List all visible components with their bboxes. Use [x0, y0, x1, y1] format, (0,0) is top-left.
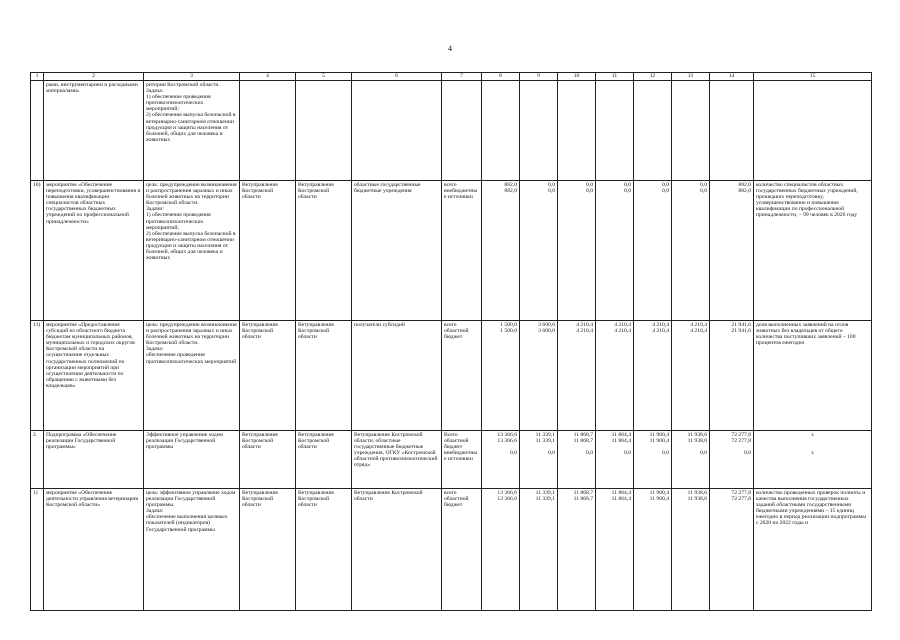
participants	[352, 321, 442, 431]
participants	[352, 181, 442, 321]
participants	[352, 431, 442, 489]
funding-source-line: внебюджетные источники	[444, 188, 478, 201]
amount-value: 0,0	[624, 182, 631, 188]
column-header: 3	[144, 73, 240, 81]
executor	[296, 81, 352, 181]
goal-tasks	[144, 431, 240, 489]
amount-cell	[710, 431, 754, 489]
executor-line: Ветуправление Костромской области	[298, 432, 334, 451]
amount-value: 21 941,6	[731, 322, 751, 328]
table-row	[31, 81, 872, 181]
amount-cell	[634, 321, 672, 431]
funding-source-line: внебюджетные источники	[444, 450, 478, 463]
amount-value: 882,0	[738, 188, 751, 195]
amount-cell	[558, 431, 596, 489]
executor-line: Ветуправление Костромской области	[298, 182, 334, 201]
measure-name	[44, 431, 144, 489]
amount-value: 4 210,4	[652, 322, 669, 328]
goal-tasks-line: ритории Костромской области.	[146, 82, 220, 88]
goal-tasks-line: цель: предупреждение возникновения и распространения заразных и иных болезней животных на территории Костромской области.	[146, 322, 237, 347]
responsible-line: Ветуправление Костромской области	[242, 182, 278, 201]
amount-value: 13 366,6	[497, 490, 517, 496]
goal-tasks	[144, 81, 240, 181]
amount-cell	[482, 81, 520, 181]
amount-value: 72 277,8	[731, 496, 751, 503]
goal-tasks-line: 1) обеспечение проведения противоэпизоотических мероприятий;	[146, 212, 211, 231]
indicator	[754, 81, 872, 181]
row-number	[31, 181, 44, 321]
amount-value: 21 941,6	[731, 328, 751, 335]
amount-cell	[710, 489, 754, 611]
table-row	[31, 181, 872, 321]
funding-source	[442, 489, 482, 611]
executor	[296, 321, 352, 431]
participants-line: Ветуправление Костромской области, областные государственные бюджетные учреждения, ОГКУ «Костромской областной противоэпизоотический отряд»	[354, 432, 438, 469]
amount-cell	[672, 431, 710, 489]
goal-tasks-line: 1) обеспечение проведения противоэпизоотических мероприятий;	[146, 94, 211, 113]
measure-name-line: Подпрограмма «Обеспечение реализации Государственной программы»	[46, 432, 117, 451]
amount-value: 4 210,4	[576, 328, 593, 335]
page-number: 4	[448, 44, 452, 53]
funding-source-line: областной бюджет	[444, 328, 469, 341]
amount-cell	[634, 181, 672, 321]
amount-value: 11 864,4	[611, 490, 631, 496]
row-number	[31, 489, 44, 611]
amount-value: 4 210,4	[652, 328, 669, 335]
amount-value: 11 864,4	[611, 432, 631, 438]
amount-cell	[710, 181, 754, 321]
amount-cell	[482, 489, 520, 611]
indicator-line: х	[811, 432, 814, 438]
amount-value: 11 900,4	[649, 490, 669, 496]
column-header: 4	[240, 73, 296, 81]
goal-tasks	[144, 181, 240, 321]
funding-source-line: всего	[444, 490, 457, 496]
amount-value: 11 868,7	[573, 496, 593, 503]
indicator	[754, 489, 872, 611]
amount-value: 0,0	[662, 182, 669, 188]
amount-value: 882,0	[504, 188, 517, 195]
executor	[296, 181, 352, 321]
amount-value: 4 210,4	[690, 322, 707, 328]
amount-value: 11 339,1	[535, 432, 555, 438]
indicator	[754, 321, 872, 431]
amount-value: 1 500,0	[500, 328, 517, 335]
column-header: 15	[754, 73, 872, 81]
column-header: 7	[442, 73, 482, 81]
executor-line: Ветуправление Костромской области	[298, 322, 334, 341]
amount-value: 11 900,4	[649, 438, 669, 445]
responsible	[240, 81, 296, 181]
amount-cell	[672, 181, 710, 321]
indicator-line: х	[811, 450, 814, 457]
amount-cell	[596, 81, 634, 181]
amount-value: 1 500,0	[500, 322, 517, 328]
amount-value: 4 210,4	[576, 322, 593, 328]
amount-value: 882,0	[738, 182, 751, 188]
indicator-line: количество специалистов областных государственных бюджетных учреждений, прошедших переподготовку, усовершенствование и повышение квалификации по профессиональной принадлежности, – 99 человек в 2020 году	[756, 182, 858, 219]
amount-value: 0,0	[662, 188, 669, 195]
amount-value: 0,0	[548, 182, 555, 188]
column-header: 6	[352, 73, 442, 81]
amount-value: 0,0	[700, 188, 707, 195]
goal-tasks	[144, 321, 240, 431]
row-number-line: 2.	[33, 432, 38, 438]
row-number	[31, 431, 44, 489]
amount-cell	[710, 321, 754, 431]
amount-value: 3 600,0	[538, 328, 555, 335]
funding-source	[442, 181, 482, 321]
measure-name-line: мероприятие «Предоставление субсидий из областного бюджета бюджетам муниципальных районов, муниципальных и городских округов Костромской области на осуществление отдельных государственных полномочий по организации мероприятий при осуществлении деятельности по обращению с животными без владельцев»	[46, 322, 135, 389]
amount-cell	[672, 321, 710, 431]
amount-value: 13 366,6	[497, 438, 517, 445]
amount-value: 4 210,4	[614, 322, 631, 328]
amount-cell	[520, 431, 558, 489]
responsible-line: Ветуправление Костромской области	[242, 490, 278, 509]
amount-value: 72 277,8	[731, 432, 751, 438]
funding-source	[442, 431, 482, 489]
goal-tasks-line: Задача:	[146, 88, 164, 95]
amount-cell	[482, 431, 520, 489]
participants	[352, 489, 442, 611]
amount-cell	[558, 489, 596, 611]
amount-value: 4 210,4	[614, 328, 631, 335]
funding-source-line: областной бюджет	[444, 496, 469, 509]
measure-name-line: мероприятие «Обеспечение деятельности управления ветеринарии Костромской области»	[46, 490, 139, 509]
amount-cell	[672, 81, 710, 181]
amount-value: 11 938,6	[687, 438, 707, 445]
table-row	[31, 321, 872, 431]
amount-cell	[558, 181, 596, 321]
program-table	[30, 72, 872, 611]
amount-value: 0,0	[510, 450, 517, 457]
column-header: 2	[44, 73, 144, 81]
amount-cell	[672, 489, 710, 611]
goal-tasks-line: Задача:	[146, 508, 164, 515]
row-number	[31, 81, 44, 181]
goal-tasks-line: Задача:	[146, 346, 164, 353]
funding-source-line: Всего	[444, 432, 458, 438]
executor-line: Ветуправление Костромской области	[298, 490, 334, 509]
goal-tasks-line: 2) обеспечение выпуска безопасной в ветеринарно-санитарном отношении продукции и защиты населения от болезней, общих для человека и животных	[146, 230, 236, 262]
goal-tasks	[144, 489, 240, 611]
measure-name	[44, 321, 144, 431]
amount-cell	[520, 81, 558, 181]
responsible-line: Ветуправление Костромской области	[242, 322, 278, 341]
column-header: 12	[634, 73, 672, 81]
participants-line: Ветуправление Костромской области	[354, 490, 423, 503]
table-row	[31, 431, 872, 489]
goal-tasks-line: обеспечение проведения противоэпизоотических мероприятий	[146, 352, 237, 365]
amount-value: 11 938,6	[687, 432, 707, 438]
amount-value: 11 339,1	[535, 496, 555, 503]
responsible	[240, 431, 296, 489]
amount-cell	[520, 181, 558, 321]
amount-value: 11 868,7	[573, 438, 593, 445]
indicator-line: количество проведенных проверок полноты и качества выполнения государственных заданий областными государственными бюджетными учреждениями – 15 единиц ежегодно в период реализации подпрограммы с 2020 по 2022 годы и	[756, 490, 866, 527]
amount-value: 0,0	[700, 182, 707, 188]
amount-value: 0,0	[548, 188, 555, 195]
amount-value: 0,0	[744, 450, 751, 457]
responsible	[240, 321, 296, 431]
goal-tasks-line: 2) обеспечение выпуска безопасной в ветеринарно-санитарном отношении продукции и защиты населения от болезней, общих для человека и животных	[146, 112, 236, 143]
amount-cell	[520, 489, 558, 611]
amount-cell	[596, 321, 634, 431]
goal-tasks-line: Задачи:	[146, 206, 164, 213]
column-header: 1	[31, 73, 44, 81]
amount-cell	[634, 431, 672, 489]
amount-cell	[596, 489, 634, 611]
funding-source-line: областной бюджет	[444, 438, 469, 451]
goal-tasks-line: цель: предупреждение возникновения и распространения заразных и иных болезней животных на территории Костромской области.	[146, 182, 237, 207]
measure-name	[44, 489, 144, 611]
amount-value: 4 210,4	[690, 328, 707, 335]
participants	[352, 81, 442, 181]
amount-value: 11 938,6	[687, 496, 707, 503]
responsible	[240, 489, 296, 611]
amount-value: 72 277,8	[731, 438, 751, 445]
amount-cell	[596, 181, 634, 321]
amount-value: 13 366,6	[497, 432, 517, 438]
amount-value: 11 868,7	[573, 490, 593, 496]
table-body	[31, 73, 872, 611]
amount-value: 72 277,8	[731, 490, 751, 496]
amount-cell	[634, 489, 672, 611]
participants-line: областные государственные бюджетные учреждения	[354, 182, 421, 195]
amount-value: 0,0	[700, 450, 707, 457]
amount-value: 11 900,4	[649, 432, 669, 438]
indicator	[754, 181, 872, 321]
amount-value: 11 339,1	[535, 438, 555, 445]
amount-value: 882,0	[504, 182, 517, 188]
measure-name	[44, 81, 144, 181]
column-header: 9	[520, 73, 558, 81]
column-header: 5	[296, 73, 352, 81]
responsible-line: Ветуправление Костромской области	[242, 432, 278, 451]
responsible	[240, 181, 296, 321]
amount-cell	[634, 81, 672, 181]
amount-cell	[558, 81, 596, 181]
amount-value: 11 900,4	[649, 496, 669, 503]
executor	[296, 489, 352, 611]
amount-cell	[558, 321, 596, 431]
amount-value: 13 366,6	[497, 496, 517, 503]
header-row	[31, 73, 872, 81]
amount-value: 0,0	[662, 450, 669, 457]
row-number-line: 11)	[33, 322, 41, 328]
column-header: 14	[710, 73, 754, 81]
executor	[296, 431, 352, 489]
funding-source	[442, 321, 482, 431]
goal-tasks-line: обеспечение выполнения целевых показателей (индикаторов) Государственной программы	[146, 514, 228, 533]
column-header: 11	[596, 73, 634, 81]
amount-cell	[482, 321, 520, 431]
amount-value: 0,0	[624, 450, 631, 457]
row-number-line: 1)	[33, 490, 38, 496]
amount-value: 11 339,1	[535, 490, 555, 496]
measure-name-line: мероприятие «Обеспечение переподготовки, усовершенствования и повышения квалификации специалистов областных государственных бюджетных учреждений по профессиональной принадлежности»	[46, 182, 141, 225]
amount-value: 11 868,7	[573, 432, 593, 438]
amount-value: 11 864,4	[611, 438, 631, 445]
column-header: 8	[482, 73, 520, 81]
table-row	[31, 489, 872, 611]
goal-tasks-line: цель: эффективное управление ходом реализации Государственной программы.	[146, 490, 236, 509]
amount-value: 0,0	[624, 188, 631, 195]
amount-value: 0,0	[548, 450, 555, 457]
indicator	[754, 431, 872, 489]
amount-value: 3 600,0	[538, 322, 555, 328]
indicator-line: доля выполненных заявлений на отлов животных без владельцев от общего количества поступивших заявлений – 100 процентов ежегодно	[756, 322, 856, 347]
amount-cell	[482, 181, 520, 321]
amount-value: 0,0	[586, 188, 593, 195]
row-number-line: 10)	[33, 182, 41, 188]
funding-source-line: всего	[444, 182, 457, 188]
measure-name	[44, 181, 144, 321]
funding-source	[442, 81, 482, 181]
amount-value: 0,0	[586, 182, 593, 188]
column-header: 13	[672, 73, 710, 81]
row-number	[31, 321, 44, 431]
goal-tasks-line: Эффективное управление ходом реализации Государственной программы	[146, 432, 223, 451]
amount-cell	[710, 81, 754, 181]
amount-value: 0,0	[586, 450, 593, 457]
column-header: 10	[558, 73, 596, 81]
funding-source-line: всего	[444, 322, 457, 328]
measure-name-line: рами, инструментарием и расходными материалами»	[46, 82, 138, 95]
amount-value: 11 938,6	[687, 490, 707, 496]
participants-line: получатели субсидий	[354, 322, 405, 328]
amount-value: 11 864,4	[611, 496, 631, 503]
amount-cell	[596, 431, 634, 489]
amount-cell	[520, 321, 558, 431]
